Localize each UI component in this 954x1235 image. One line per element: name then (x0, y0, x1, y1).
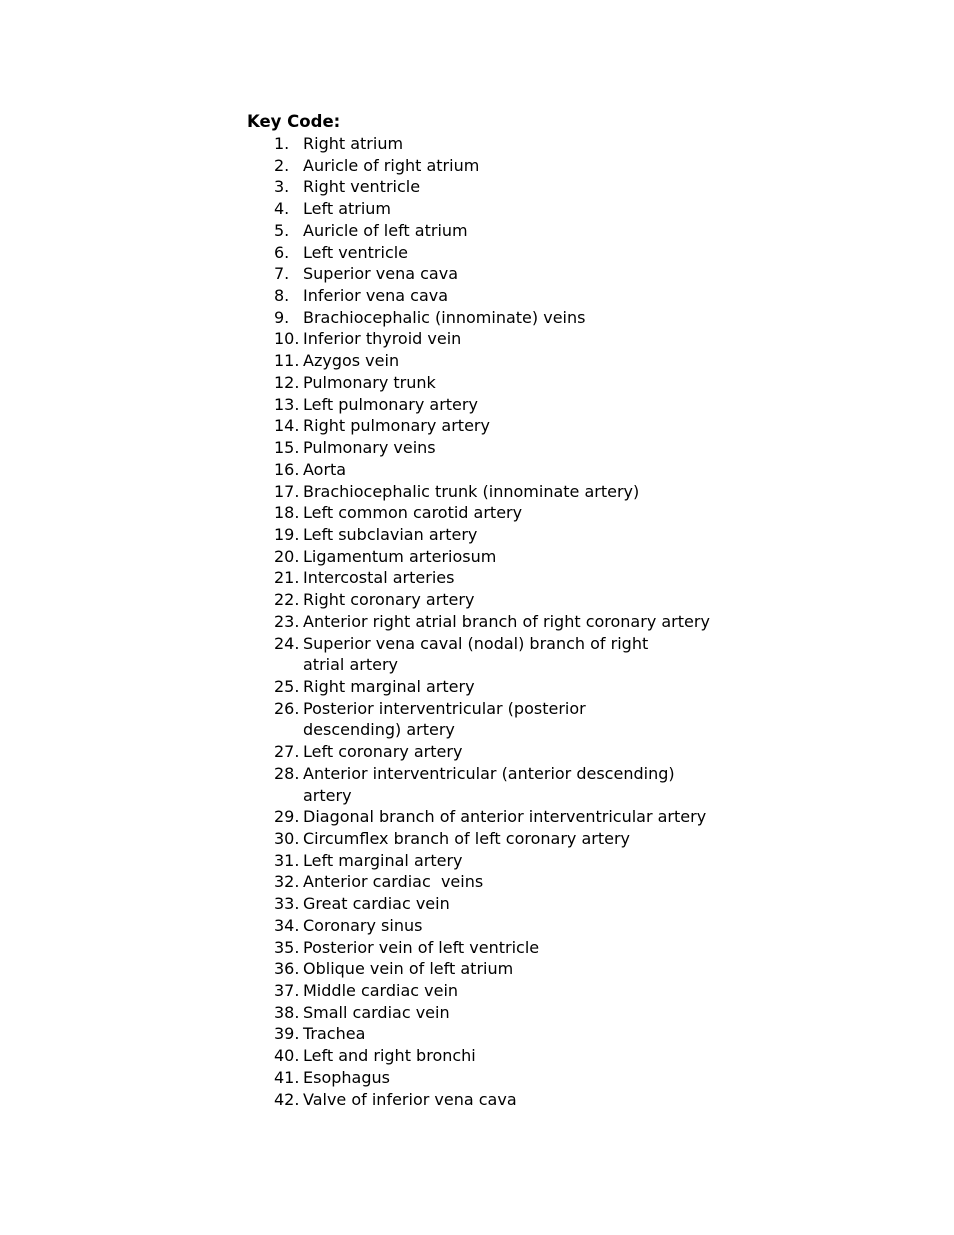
list-item (274, 481, 714, 503)
item-label: Small cardiac vein (303, 1002, 450, 1022)
item-label: Anterior right atrial branch of right coronary artery (303, 611, 710, 631)
list-item (274, 1045, 714, 1067)
item-number: 26. (274, 698, 300, 718)
list-item (274, 242, 714, 264)
item-number: 13. (274, 394, 300, 414)
item-label: Pulmonary veins (303, 438, 436, 458)
item-number: 20. (274, 546, 300, 566)
item-label: Posterior interventricular (posterior descending) artery (303, 698, 586, 740)
item-number: 14. (274, 416, 300, 436)
item-number: 29. (274, 807, 300, 827)
item-label: Esophagus (303, 1067, 390, 1087)
list-item (274, 1023, 714, 1045)
item-number: 41. (274, 1067, 300, 1087)
item-label: Anterior interventricular (anterior descending) artery (303, 763, 675, 805)
list-item (274, 263, 714, 285)
item-label: Left coronary artery (303, 742, 463, 762)
list-item (274, 589, 714, 611)
list-item (274, 546, 714, 568)
item-label: Left pulmonary artery (303, 394, 478, 414)
list-item (274, 698, 714, 741)
item-number: 17. (274, 481, 300, 501)
list-item (274, 372, 714, 394)
list-item (274, 763, 714, 806)
item-label: Left and right bronchi (303, 1046, 476, 1066)
list-item (274, 502, 714, 524)
list-item (274, 850, 714, 872)
item-number: 36. (274, 959, 300, 979)
item-number: 19. (274, 524, 300, 544)
item-number: 10. (274, 329, 300, 349)
item-number: 37. (274, 981, 300, 1001)
item-number: 39. (274, 1024, 300, 1044)
item-number: 7. (274, 264, 290, 284)
item-number: 8. (274, 286, 290, 306)
list-item (274, 198, 714, 220)
item-number: 15. (274, 438, 300, 458)
item-number: 34. (274, 915, 300, 935)
item-label: Superior vena caval (nodal) branch of right atrial artery (303, 633, 649, 675)
list-item (274, 871, 714, 893)
item-number: 42. (274, 1089, 300, 1109)
item-label: Auricle of right atrium (303, 155, 480, 175)
list-item (274, 611, 714, 633)
item-label: Left common carotid artery (303, 503, 523, 523)
item-number: 35. (274, 937, 300, 957)
item-number: 25. (274, 676, 300, 696)
item-number: 9. (274, 307, 290, 327)
item-number: 38. (274, 1002, 300, 1022)
list-item (274, 1089, 714, 1111)
list-item (274, 328, 714, 350)
item-number: 18. (274, 503, 300, 523)
item-label: Right ventricle (303, 177, 421, 197)
list-item (274, 1002, 714, 1024)
list-item (274, 893, 714, 915)
list-item (274, 133, 714, 155)
item-label: Intercostal arteries (303, 568, 455, 588)
item-label: Coronary sinus (303, 915, 423, 935)
item-label: Trachea (303, 1024, 366, 1044)
item-number: 32. (274, 872, 300, 892)
item-label: Middle cardiac vein (303, 981, 459, 1001)
item-number: 16. (274, 459, 300, 479)
item-label: Inferior vena cava (303, 286, 449, 306)
list-item (274, 285, 714, 307)
item-label: Right pulmonary artery (303, 416, 490, 436)
item-label: Posterior vein of left ventricle (303, 937, 540, 957)
item-number: 5. (274, 220, 290, 240)
item-number: 24. (274, 633, 300, 653)
item-label: Auricle of left atrium (303, 220, 468, 240)
item-number: 27. (274, 742, 300, 762)
item-number: 31. (274, 850, 300, 870)
list-item (274, 676, 714, 698)
item-label: Valve of inferior vena cava (303, 1089, 517, 1109)
item-number: 6. (274, 242, 290, 262)
item-label: Brachiocephalic (innominate) veins (303, 307, 586, 327)
list-item (274, 828, 714, 850)
list-item (274, 459, 714, 481)
list-item (274, 176, 714, 198)
item-label: Circumflex branch of left coronary artery (303, 829, 630, 848)
item-number: 3. (274, 177, 290, 197)
item-label: Right coronary artery (303, 590, 475, 610)
item-number: 30. (274, 829, 300, 848)
item-label: Aorta (303, 459, 347, 479)
item-label: Great cardiac vein (303, 894, 450, 914)
item-label: Inferior thyroid vein (303, 329, 462, 349)
item-number: 2. (274, 155, 290, 175)
list-item (274, 220, 714, 242)
list-item (274, 307, 714, 329)
item-label: Superior vena cava (303, 264, 458, 284)
item-label: Right atrium (303, 134, 404, 153)
item-number: 1. (274, 134, 290, 153)
list-item (274, 741, 714, 763)
list-item (274, 394, 714, 416)
item-label: Brachiocephalic trunk (innominate artery) (303, 481, 640, 501)
list-item (274, 915, 714, 937)
key-code-heading: Key Code: (247, 112, 341, 131)
item-label: Anterior cardiac veins (303, 872, 484, 892)
item-number: 33. (274, 894, 300, 914)
key-code-list (274, 133, 714, 1110)
list-item (274, 806, 714, 828)
item-label: Oblique vein of left atrium (303, 959, 514, 979)
item-label: Left marginal artery (303, 850, 463, 870)
list-item (274, 937, 714, 959)
list-item (274, 350, 714, 372)
list-item (274, 437, 714, 459)
list-item (274, 958, 714, 980)
item-number: 4. (274, 199, 290, 219)
item-label: Pulmonary trunk (303, 372, 436, 392)
item-number: 23. (274, 611, 300, 631)
item-number: 21. (274, 568, 300, 588)
item-number: 22. (274, 590, 300, 610)
list-item (274, 524, 714, 546)
item-label: Left atrium (303, 199, 392, 219)
item-number: 12. (274, 372, 300, 392)
list-item (274, 155, 714, 177)
list-item (274, 415, 714, 437)
item-number: 28. (274, 763, 300, 783)
item-label: Azygos vein (303, 351, 400, 371)
item-label: Ligamentum arteriosum (303, 546, 497, 566)
item-number: 40. (274, 1046, 300, 1066)
list-item (274, 980, 714, 1002)
item-label: Diagonal branch of anterior interventricular artery (303, 807, 707, 827)
item-label: Left subclavian artery (303, 524, 478, 544)
item-label: Left ventricle (303, 242, 409, 262)
list-item (274, 633, 714, 676)
list-item (274, 1067, 714, 1089)
item-number: 11. (274, 351, 300, 371)
list-item (274, 567, 714, 589)
item-label: Right marginal artery (303, 676, 475, 696)
